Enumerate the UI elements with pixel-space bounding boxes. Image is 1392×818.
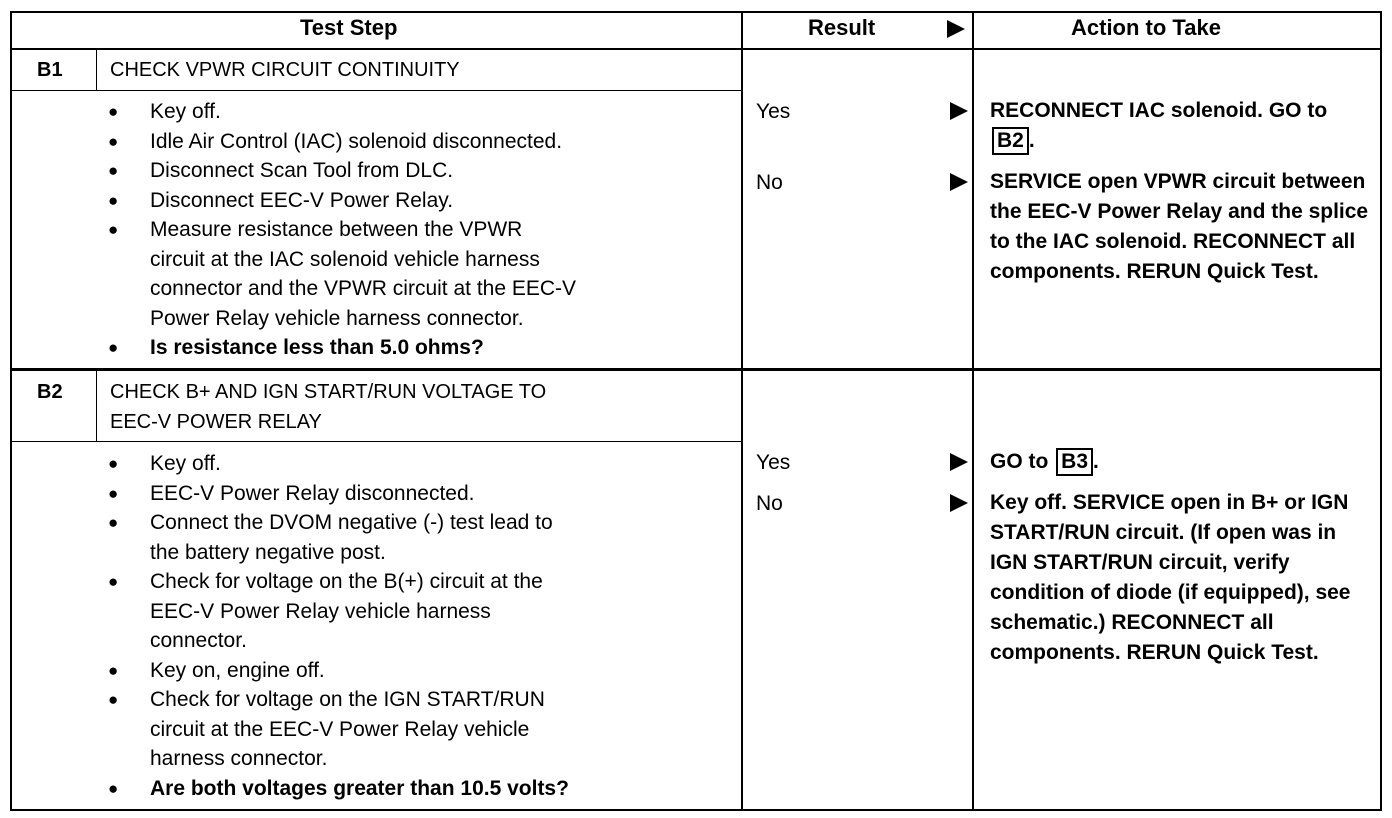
step-b2-yes-label: Yes: [756, 451, 791, 474]
step-b2-no-label: No: [756, 492, 783, 515]
id-column-divider-b1: [96, 50, 97, 91]
measure-line-1: Measure resistance between the VPWR: [150, 218, 523, 241]
step-b1-yes-label: Yes: [756, 100, 791, 123]
header-arrow-icon: [947, 20, 965, 38]
step-b2-bullets: [108, 449, 569, 803]
list-item: ● Disconnect EEC-V Power Relay.: [108, 186, 576, 216]
header-result: Result: [808, 15, 876, 40]
step-b2-no-arrow-icon: [950, 494, 968, 512]
b2-title-divider: [10, 441, 741, 442]
step-b1-yes-ref[interactable]: B2: [992, 127, 1029, 155]
measure-line-2: circuit at the IAC solenoid vehicle harness: [150, 247, 540, 271]
list-item: [108, 508, 569, 567]
check-ign-line-3: harness connector.: [150, 747, 328, 770]
connect-line-2: the battery negative post.: [150, 540, 386, 564]
list-item: ● Disconnect Scan Tool from DLC.: [108, 156, 576, 186]
list-item: ● Key off.: [108, 97, 576, 127]
step-b2-title-line-1: CHECK B+ AND IGN START/RUN VOLTAGE TO: [110, 381, 547, 403]
step-b1-yes-action: [990, 96, 1370, 156]
step-b2-yes-ref[interactable]: B3: [1056, 448, 1093, 476]
list-item: ● EEC-V Power Relay disconnected.: [108, 479, 569, 509]
check-b-line-2: EEC-V Power Relay vehicle harness: [150, 599, 491, 623]
list-item: ● Idle Air Control (IAC) solenoid disconnected.: [108, 127, 576, 157]
step-b1-yes-arrow-icon: [950, 102, 968, 120]
step-b1-yes-action-text: RECONNECT IAC solenoid. GO to: [990, 99, 1328, 122]
table-bottom-border: [10, 809, 1382, 811]
check-b-line-1: Check for voltage on the B(+) circuit at the: [150, 570, 543, 593]
list-item: ● Key off.: [108, 449, 569, 479]
table-top-border: [10, 11, 1382, 13]
list-item: [108, 215, 576, 333]
result-column-divider: [972, 11, 974, 811]
step-b1-no-label: No: [756, 171, 783, 194]
b1-title-divider: [10, 90, 741, 91]
table-right-border: [1380, 11, 1382, 811]
step-b2-yes-arrow-icon: [950, 453, 968, 471]
b1-bottom-border: [10, 368, 1382, 371]
header-action: Action to Take: [1071, 15, 1221, 40]
measure-line-3: connector and the VPWR circuit at the EEC-V: [150, 277, 577, 300]
step-b2-id: B2: [37, 381, 63, 403]
step-b2-yes-action: [990, 447, 1370, 477]
list-item: ● Are both voltages greater than 10.5 volts?: [108, 774, 569, 804]
step-b1-no-arrow-icon: [950, 173, 968, 191]
step-b2-title-line-2: EEC-V POWER RELAY: [110, 411, 322, 433]
step-b1-yes-suffix: .: [1028, 129, 1035, 152]
list-item: ● Is resistance less than 5.0 ohms?: [108, 333, 576, 363]
id-column-divider-b2: [96, 371, 97, 442]
header-test-step: Test Step: [300, 15, 398, 40]
step-b1-bullets: [108, 97, 576, 363]
connect-line-1: Connect the DVOM negative (-) test lead to: [150, 511, 553, 534]
step-b2-yes-suffix: .: [1093, 450, 1099, 473]
list-item: ● Key on, engine off.: [108, 656, 569, 686]
step-b2-yes-action-text: GO to: [990, 450, 1049, 473]
step-b2-no-action: Key off. SERVICE open in B+ or IGN START/RUN circuit. (If open was in IGN START/RUN circuit, verify condition of diode (if equipped), see schematic.) RECONNECT all components. RERUN Quick Test.: [990, 491, 1351, 664]
step-column-divider: [741, 11, 743, 811]
header-bottom-border: [10, 48, 1382, 50]
check-ign-line-2: circuit at the EEC-V Power Relay vehicle: [150, 717, 530, 741]
list-item: [108, 567, 569, 656]
step-b1-title: CHECK VPWR CIRCUIT CONTINUITY: [110, 59, 460, 81]
step-b1-no-action: SERVICE open VPWR circuit between the EEC-V Power Relay and the splice to the IAC solenoid. RECONNECT all components. RERUN Quick Test.: [990, 170, 1369, 283]
check-b-line-3: connector.: [150, 629, 247, 652]
step-b1-id: B1: [37, 59, 63, 81]
table-left-border: [10, 11, 12, 811]
list-item: [108, 685, 569, 774]
measure-line-4: Power Relay vehicle harness connector.: [150, 306, 524, 330]
check-ign-line-1: Check for voltage on the IGN START/RUN: [150, 688, 545, 711]
